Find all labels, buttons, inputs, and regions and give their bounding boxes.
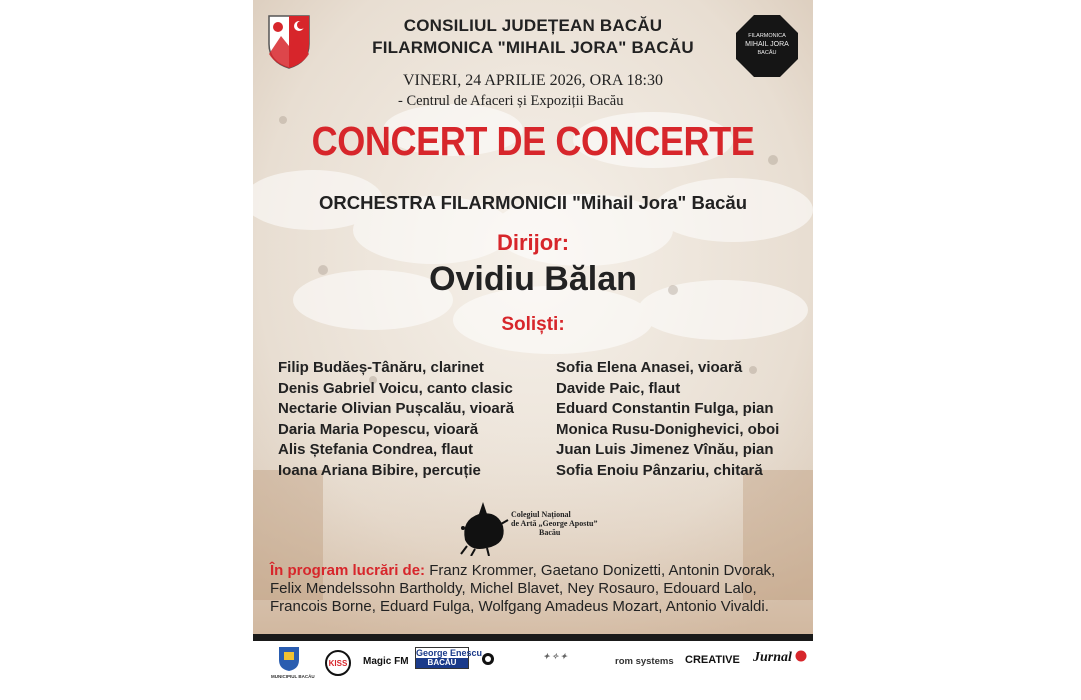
logo-line-3: BACĂU [757,50,777,56]
art-college-line-1: Colegiul Național [511,510,571,519]
kiss-fm-icon [325,650,351,676]
george-enescu-logo: George Enescu BACĂU [416,648,483,667]
soloist-item: Eduard Constantin Fulga, pian [556,400,774,418]
art-college-logo-icon [457,500,509,556]
soloists-label: Soliști: [501,314,565,335]
evenimente-logo: ✦ ✧ ✦ [543,652,568,661]
soloist-item: Denis Gabriel Voicu, canto clasic [278,379,513,397]
svg-text:KISS: KISS [328,659,348,668]
municipiu-logo: MUNICIPIUL BACĂU [271,646,307,679]
kiss-fm-logo [325,650,351,678]
program-line-3: Francois Borne, Eduard Fulga, Wolfgang Amadeus Mozart, Antonio Vivaldi. [270,598,769,615]
orchestra-name: ORCHESTRA FILARMONICII "Mihail Jora" Bacău [318,192,747,213]
conductor-label: Dirijor: [496,230,570,255]
soloist-item: Nectarie Olivian Pușcalău, vioară [278,400,514,418]
program-line-1: Franz Krommer, Gaetano Donizetti, Antonin Dvorak, [425,562,776,579]
sponsor-strip-bar [253,634,813,641]
soloist-item: Sofia Elena Anasei, vioară [556,359,743,376]
creative-logo: CREATIVE [685,654,740,666]
soloists-left-column [278,358,514,482]
magic-fm-logo: Magic FM [363,656,409,667]
program-label: În program lucrări de: [270,562,426,579]
soloist-item: Davide Paic, flaut [556,379,681,397]
soloists-right-column [556,358,779,482]
jurnal-fm-logo: Jurnal [753,650,807,666]
soloist-item: Juan Luis Jimenez Vînău, pian [556,441,774,459]
conductor-name: Ovidiu Bălan [429,260,637,298]
rom-systems-logo: rom systems [615,656,674,667]
logo-line-2: MIHAIL JORA [745,41,789,48]
art-college-line-2: de Artă „George Apostu” [511,519,598,528]
program-line-2: Felix Mendelssohn Bartholdy, Michel Blavet, Ney Rosauro, Edouard Lalo, [270,580,757,597]
association-logo-icon [481,652,495,666]
event-title: CONCERT DE CONCERTE [311,118,755,164]
program-block [270,562,775,616]
soloist-item: Alis Ștefania Condrea, flaut [278,441,474,459]
art-college-line-3: Bacău [539,528,561,537]
jurnal-fm-icon [795,650,807,662]
sponsor-strip [253,634,813,700]
art-college-name [511,510,597,537]
concert-poster [253,0,813,700]
logo-line-1: FILARMONICA [748,33,786,39]
event-date: VINERI, 24 APRILIE 2026, ORA 18:30 [403,72,663,89]
municipiu-crest-icon [278,646,300,672]
event-venue: - Centrul de Afaceri și Expoziții Bacău [398,93,624,109]
soloist-item: Ioana Ariana Bibire, percuție [278,461,481,479]
organizer-line-1: CONSILIUL JUDEȚEAN BACĂU [403,16,663,35]
soloist-item: Sofia Enoiu Pânzariu, chitară [556,461,763,479]
organizer-line-2: FILARMONICA "MIHAIL JORA" BACĂU [372,38,694,57]
soloist-item: Daria Maria Popescu, vioară [278,420,479,438]
soloist-item: Filip Budăeș-Tânăru, clarinet [278,359,484,376]
soloist-item: Monica Rusu-Donighevici, oboi [556,420,780,438]
